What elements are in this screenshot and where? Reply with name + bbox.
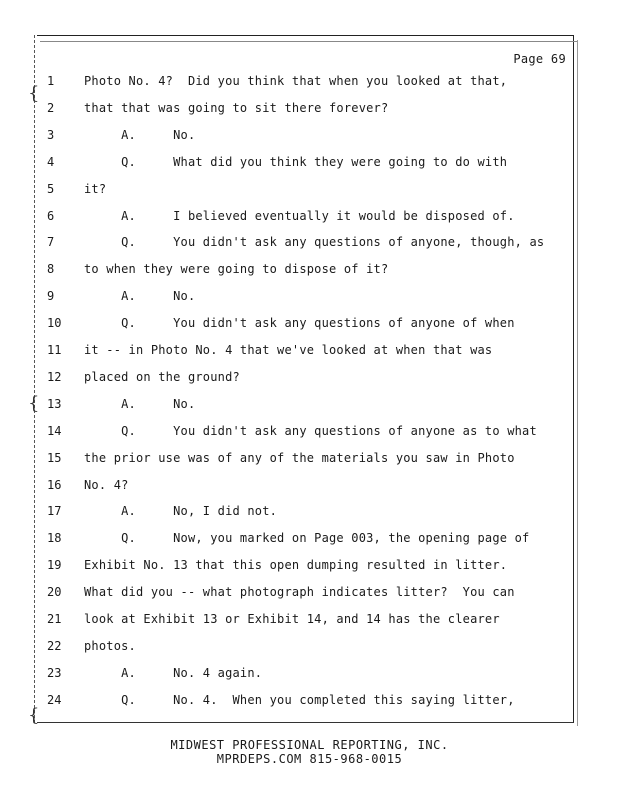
line-text: Q. No. 4. When you completed this saying litter, xyxy=(84,692,515,707)
line-text: Q. Now, you marked on Page 003, the opening page of xyxy=(84,531,530,546)
page-number: Page 69 xyxy=(513,52,566,66)
line-text: it? xyxy=(84,181,107,196)
line-text: Photo No. 4? Did you think that when you looked at that, xyxy=(84,74,508,88)
footer-company: MIDWEST PROFESSIONAL REPORTING, INC. xyxy=(170,738,449,752)
line-text: A. No. xyxy=(84,396,196,411)
transcript-line xyxy=(0,639,600,659)
line-number: 13 xyxy=(47,396,62,411)
line-number: 8 xyxy=(47,262,55,277)
line-text: Q. You didn't ask any questions of anyone as to what xyxy=(84,423,537,438)
transcript-line xyxy=(0,182,600,202)
line-number: 11 xyxy=(47,343,62,357)
transcript-line xyxy=(0,693,600,713)
line-text: placed on the ground? xyxy=(84,369,240,384)
transcript-line xyxy=(0,235,600,255)
transcript-line xyxy=(0,504,600,524)
line-number: 19 xyxy=(47,558,62,573)
transcript-line xyxy=(0,397,600,417)
line-number: 4 xyxy=(47,154,55,169)
line-number: 6 xyxy=(47,208,55,223)
line-number: 16 xyxy=(47,477,62,492)
transcript-line xyxy=(0,343,600,363)
transcript-line xyxy=(0,666,600,686)
transcript-line xyxy=(0,209,600,229)
transcript-line xyxy=(0,585,600,605)
transcript-line xyxy=(0,370,600,390)
line-number: 20 xyxy=(47,585,62,600)
line-number: 10 xyxy=(47,316,62,331)
transcript-line xyxy=(0,316,600,336)
transcript-line xyxy=(0,262,600,282)
line-number: 3 xyxy=(47,127,55,142)
line-number: 21 xyxy=(47,612,62,626)
line-number: 14 xyxy=(47,423,62,438)
page-shadow-top xyxy=(40,41,577,42)
line-number: 12 xyxy=(47,369,62,384)
line-text: Q. What did you think they were going to do with xyxy=(84,154,508,169)
transcript-line xyxy=(0,558,600,578)
transcript-line xyxy=(0,155,600,175)
line-number: 2 xyxy=(47,100,55,115)
line-text: Q. You didn't ask any questions of anyone, though, as xyxy=(84,235,545,250)
line-text: Q. You didn't ask any questions of anyone of when xyxy=(84,316,515,331)
line-text: A. No, I did not. xyxy=(84,504,278,519)
line-number: 1 xyxy=(47,74,55,88)
transcript-line xyxy=(0,74,600,94)
transcript-line xyxy=(0,289,600,309)
transcript-line xyxy=(0,612,600,632)
footer-contact: MPRDEPS.COM 815-968-0015 xyxy=(216,752,403,766)
transcript-line xyxy=(0,478,600,498)
transcript-line xyxy=(0,531,600,551)
transcript-line xyxy=(0,101,600,121)
line-number: 5 xyxy=(47,181,55,196)
line-text: it -- in Photo No. 4 that we've looked at when that was xyxy=(84,343,493,357)
line-text: the prior use was of any of the materials you saw in Photo xyxy=(84,450,515,465)
line-text: A. No. xyxy=(84,127,196,142)
line-text: What did you -- what photograph indicates litter? You can xyxy=(84,585,515,600)
margin-bracket-top: { xyxy=(28,83,40,104)
transcript-line xyxy=(0,128,600,148)
margin-bracket-bottom: { xyxy=(28,705,40,726)
line-text: No. 4? xyxy=(84,477,129,492)
transcript-line xyxy=(0,451,600,471)
line-text: look at Exhibit 13 or Exhibit 14, and 14 has the clearer xyxy=(84,612,500,626)
line-number: 18 xyxy=(47,531,62,546)
line-text: A. No. xyxy=(84,289,196,304)
line-text: Exhibit No. 13 that this open dumping resulted in litter. xyxy=(84,558,508,573)
line-number: 23 xyxy=(47,665,62,680)
transcript-line xyxy=(0,424,600,444)
line-number: 17 xyxy=(47,504,62,519)
line-text: that that was going to sit there forever? xyxy=(84,100,389,115)
line-text: photos. xyxy=(84,638,136,653)
line-number: 7 xyxy=(47,235,55,250)
line-number: 9 xyxy=(47,289,55,304)
line-text: to when they were going to dispose of it? xyxy=(84,262,389,277)
line-number: 24 xyxy=(47,692,62,707)
line-text: A. I believed eventually it would be disposed of. xyxy=(84,208,515,223)
line-number: 22 xyxy=(47,638,62,653)
margin-bracket-middle: { xyxy=(28,393,40,414)
line-text: A. No. 4 again. xyxy=(84,665,263,680)
line-number: 15 xyxy=(47,450,62,465)
